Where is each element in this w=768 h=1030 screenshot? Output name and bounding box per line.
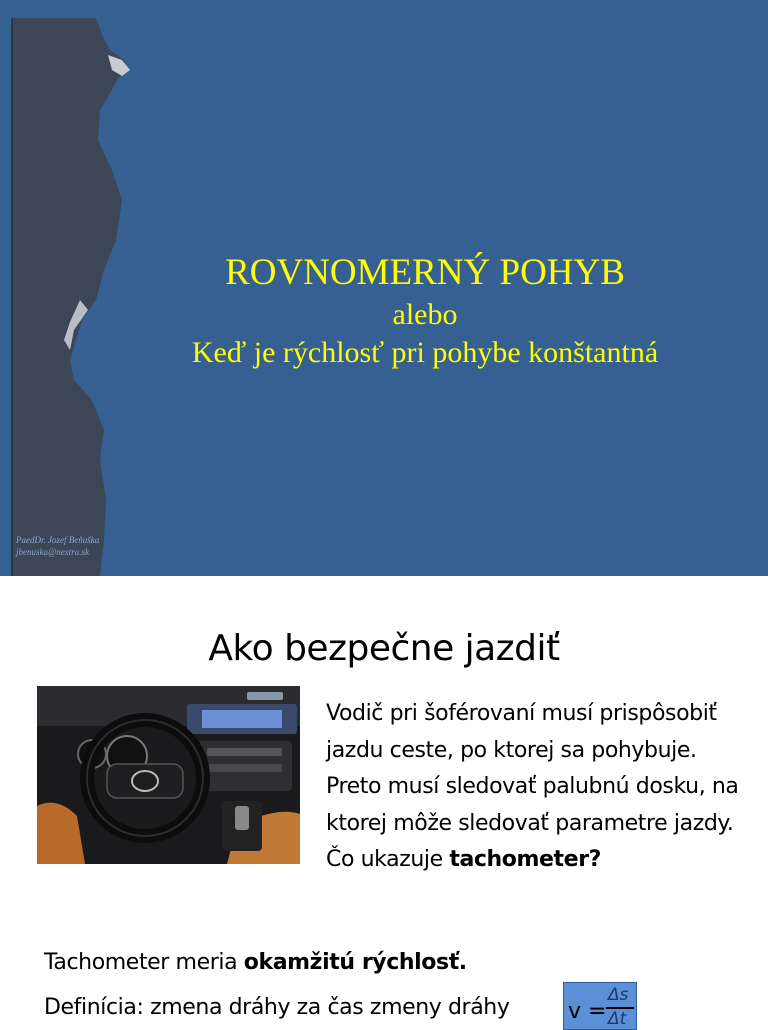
definition-line: Definícia: zmena dráhy za čas zmeny dráhy xyxy=(44,995,510,1020)
tachometer-bold: okamžitú rýchlosť. xyxy=(243,950,467,975)
title-block xyxy=(120,250,730,372)
author-credit xyxy=(16,534,99,558)
formula-lhs: v = xyxy=(568,999,607,1024)
author-name: PaedDr. Jozef Beňuška xyxy=(16,535,100,545)
intro-bold: tachometer? xyxy=(449,847,602,872)
intro-text: Vodič pri šoférovaní musí prispôsobiť jazdu ceste, po ktorej sa pohybuje. Preto musí sledovať palubnú dosku, na ktorej môže sledovať parametre jazdy. Čo ukazuje xyxy=(326,701,739,872)
tachometer-text: Tachometer meria xyxy=(44,950,244,975)
tachometer-line xyxy=(44,950,467,975)
content-slide xyxy=(0,576,768,1029)
slide-title: ROVNOMERNÝ POHYB xyxy=(225,252,625,293)
author-email: jbenuska@nextra.sk xyxy=(16,547,90,557)
slide-subtitle: alebo xyxy=(392,298,458,331)
velocity-formula xyxy=(563,982,637,1030)
torn-edge-panel xyxy=(0,0,140,576)
car-dashboard-image xyxy=(37,686,300,864)
formula-numerator: Δs xyxy=(608,985,629,1005)
slide-tagline: Keď je rýchlosť pri pohybe konštantná xyxy=(191,336,659,369)
formula-denominator: Δt xyxy=(608,1009,627,1029)
intro-paragraph xyxy=(326,696,746,879)
slide-heading: Ako bezpečne jazdiť xyxy=(208,628,560,669)
